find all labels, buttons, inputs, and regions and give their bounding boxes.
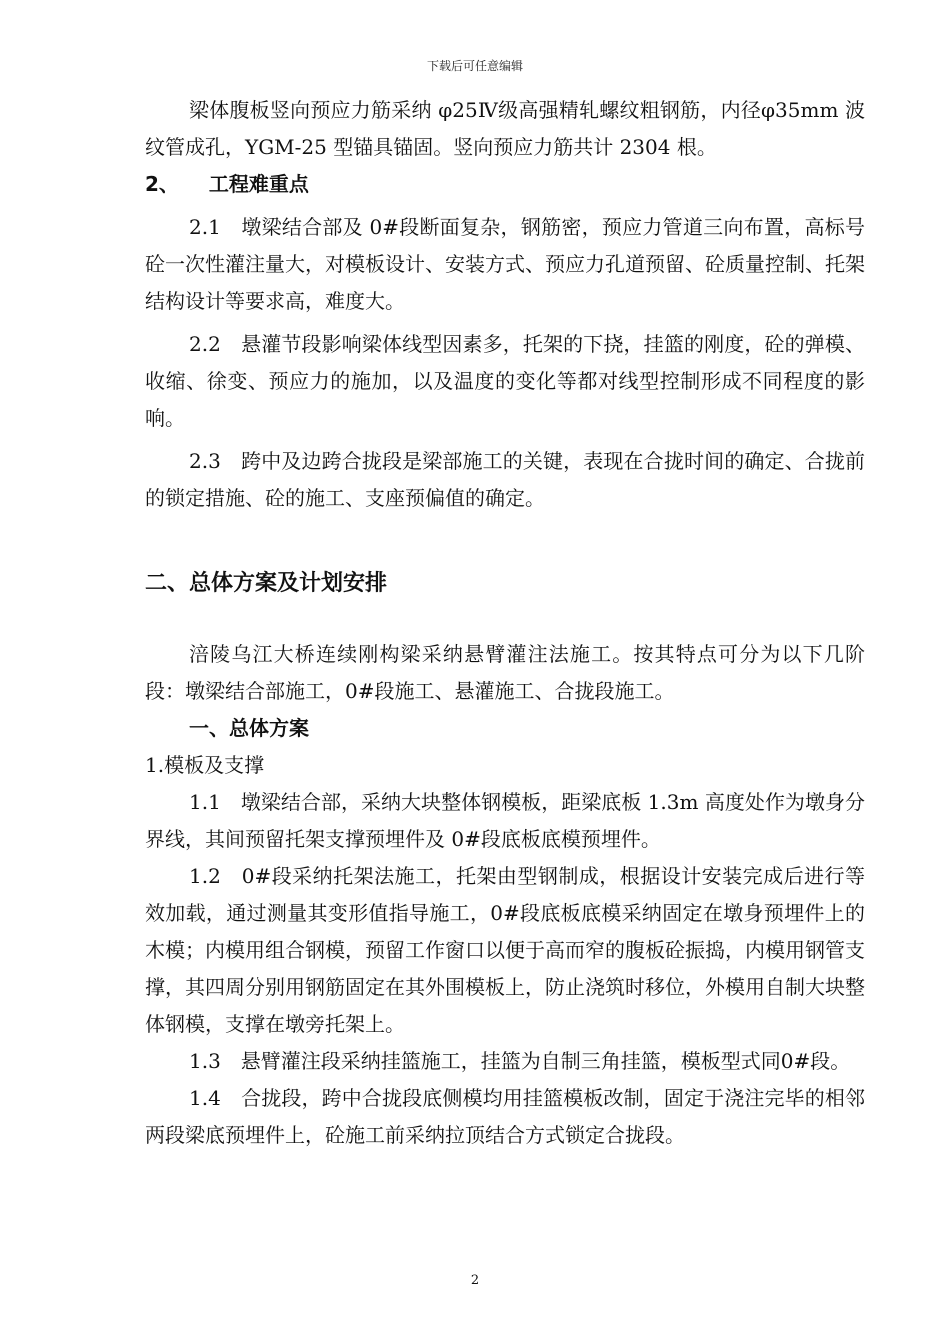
spacer xyxy=(145,517,865,565)
page-number: 2 xyxy=(470,1273,480,1288)
heading-overall-plan: 一、总体方案 xyxy=(189,716,309,740)
paragraph-2-3: 2.3 跨中及边跨合拢段是梁部施工的关键，表现在合拢时间的确定、合拢前的锁定措施、砼的施工、支座预偏值的确定。 xyxy=(145,449,865,510)
paragraph-2-1: 2.1 墩梁结合部及 0#段断面复杂，钢筋密，预应力管道三向布置，高标号砼一次性灌注量大，对模板设计、安装方式、预应力孔道预留、砼质量控制、托架结构设计等要求高，难度大。 xyxy=(145,215,865,313)
heading-difficulty: 2、 工程难重点 xyxy=(145,172,309,196)
paragraph-2-2: 2.2 悬灌节段影响梁体线型因素多，托架的下挠，挂篮的刚度，砼的弹模、收缩、徐变、预应力的施加，以及温度的变化等都对线型控制形成不同程度的影响。 xyxy=(145,332,865,430)
document-body xyxy=(145,92,865,1154)
heading-formwork: 1.模板及支撑 xyxy=(145,753,265,777)
section-heading-plan: 二、总体方案及计划安排 xyxy=(145,571,388,596)
paragraph-1-4: 1.4 合拢段，跨中合拢段底侧模均用挂篮模板改制，固定于浇注完毕的相邻两段梁底预埋件上，砼施工前采纳拉顶结合方式锁定合拢段。 xyxy=(145,1086,865,1147)
paragraph-intro: 梁体腹板竖向预应力筋采纳 φ25Ⅳ级高强精轧螺纹粗钢筋，内径φ35mm 波纹管成孔，YGM-25 型锚具锚固。竖向预应力筋共计 2304 根。 xyxy=(145,98,865,159)
paragraph-1-2: 1.2 0#段采纳托架法施工，托架由型钢制成，根据设计安装完成后进行等效加载，通过测量其变形值指导施工，0#段底板底模采纳固定在墩身预埋件上的木模；内模用组合钢模，预留工作窗口以便于高而窄的腹板砼振捣，内模用钢管支撑，其四周分别用钢筋固定在其外围模板上，防止浇筑时移位，外模用自制大块整体钢模，支撑在墩旁托架上。 xyxy=(145,864,865,1036)
paragraph-1-3: 1.3 悬臂灌注段采纳挂篮施工，挂篮为自制三角挂篮，模板型式同0#段。 xyxy=(189,1049,851,1073)
page-header-note: 下载后可任意编辑 xyxy=(426,59,523,73)
paragraph-1-1: 1.1 墩梁结合部，采纳大块整体钢模板，距梁底板 1.3m 高度处作为墩身分界线，其间预留托架支撑预埋件及 0#段底板底模预埋件。 xyxy=(145,790,865,851)
paragraph-plan-intro: 涪陵乌江大桥连续刚构梁采纳悬臂灌注法施工。按其特点可分为以下几阶段：墩梁结合部施工，0#段施工、悬灌施工、合拢段施工。 xyxy=(145,642,865,703)
spacer xyxy=(145,602,865,636)
